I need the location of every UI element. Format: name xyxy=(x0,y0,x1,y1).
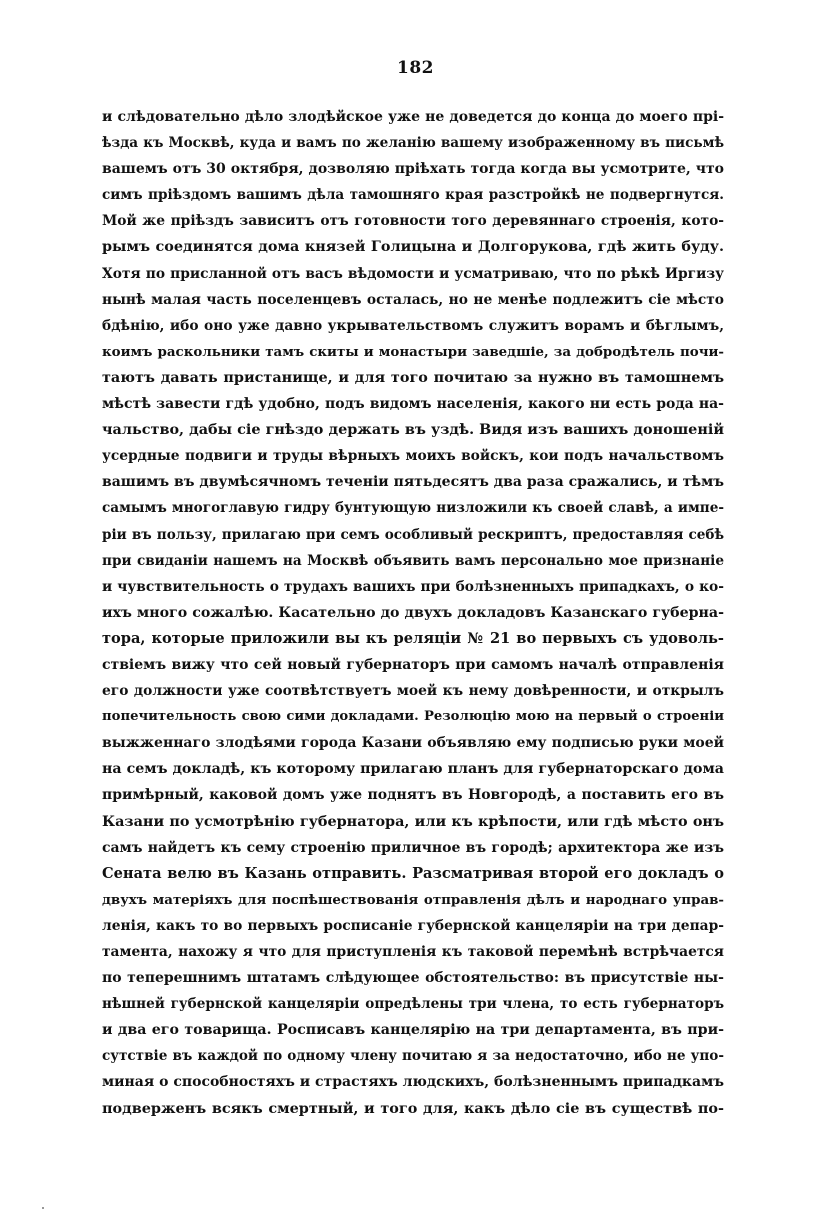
text-line: таютъ давать пристанище, и для того почитаю за нужно въ тамошнемъ xyxy=(102,368,724,386)
text-line: коимъ раскольники тамъ скиты и монастыри заведшіе, за добродѣтель почи- xyxy=(102,343,724,360)
text-line: ѣзда къ Москвѣ, куда и вамъ по желанію вашему изображенному въ письмѣ xyxy=(102,135,724,152)
page-number: 182 xyxy=(397,58,434,78)
text-line: миная о способностяхъ и страстяхъ людскихъ, болѣзненнымъ припадкамъ xyxy=(102,1074,724,1091)
text-line: ленія, какъ то во первыхъ росписаніе губернской канцеляріи на три депар- xyxy=(102,917,724,934)
text-line: ріи въ пользу, прилагаю при семъ особливый рескриптъ, предоставляя себѣ xyxy=(102,526,724,543)
text-line: бдѣнію, ибо оно уже давно укрывательствомъ служитъ ворамъ и бѣглымъ, xyxy=(102,317,724,334)
text-line: нѣшней губернской канцеляріи опредѣлены три члена, то есть губернаторъ xyxy=(102,996,724,1013)
text-line: симъ пріѣздомъ вашимъ дѣла тамошняго края разстройкѣ не подвергнутся. xyxy=(102,187,724,204)
text-line: вашемъ отъ 30 октября, дозволяю пріѣхать тогда когда вы усмотрите, что xyxy=(102,161,724,178)
text-line: ствіемъ вижу что сей новый губернаторъ при самомъ началѣ отправленія xyxy=(102,656,724,673)
text-line: его должности уже соотвѣтствуетъ моей къ нему довѣренности, и открылъ xyxy=(102,683,724,700)
text-line: при свиданіи нашемъ на Москвѣ объявить вамъ персонально мое признаніе xyxy=(102,552,724,569)
text-line: тора, которые приложили вы къ реляціи № 21 во первыхъ съ удоволь- xyxy=(102,629,724,647)
text-line: чальство, дабы сіе гнѣздо держать въ уздѣ. Видя изъ вашихъ доношеній xyxy=(102,421,724,439)
text-line: примѣрный, каковой домъ уже поднятъ въ Новгородѣ, а поставить его въ xyxy=(102,787,724,804)
text-line: выжженнаго злодѣями города Казани объявляю ему подписью руки моей xyxy=(102,735,724,752)
text-line: рымъ соединятся дома князей Голицына и Долгорукова, гдѣ жить буду. xyxy=(102,238,724,256)
text-line: и два его товарища. Росписавъ канцелярію на три департамента, въ при- xyxy=(102,1022,724,1039)
text-line: сутствіе въ каждой по одному члену почитаю я за недостаточно, ибо не упо- xyxy=(102,1048,724,1065)
scan-speck xyxy=(42,1207,44,1209)
text-line: нынѣ малая часть поселенцевъ осталась, но не менѣе подлежитъ сіе мѣсто xyxy=(102,291,724,308)
text-line: на семъ докладѣ, къ которому прилагаю планъ для губернаторскаго дома xyxy=(102,761,724,778)
text-line: ихъ много сожалѣю. Касательно до двухъ докладовъ Казанскаго губерна- xyxy=(102,604,724,621)
text-line: Сената велю въ Казань отправить. Разсматривая второй его докладъ о xyxy=(102,864,724,882)
text-line: самымъ многоглавую гидру бунтующую низложили къ своей славѣ, а импе- xyxy=(102,500,724,517)
text-line: двухъ матеріяхъ для поспѣшествованія отправленія дѣлъ и народнаго управ- xyxy=(102,891,724,908)
text-line: усердные подвиги и труды вѣрныхъ моихъ войскъ, кои подъ начальствомъ xyxy=(102,448,724,465)
text-line: Хотя по присланной отъ васъ вѣдомости и усматриваю, что по рѣкѣ Иргизу xyxy=(102,265,724,282)
text-line: попечительность свою сими докладами. Резолюцію мою на первый о строеніи xyxy=(102,709,724,725)
text-line: и слѣдовательно дѣло злодѣйское уже не доведется до конца до моего прі- xyxy=(102,109,724,125)
body-text xyxy=(102,104,724,1122)
text-line: вашимъ въ двумѣсячномъ теченіи пятьдесятъ два раза сражались, и тѣмъ xyxy=(102,474,724,491)
text-line: подверженъ всякъ смертный, и того для, какъ дѣло сіе въ существѣ по- xyxy=(102,1099,724,1117)
text-line: по теперешнимъ штатамъ слѣдующее обстоятельство: въ присутствіе ны- xyxy=(102,970,724,987)
text-line: и чувствительность о трудахъ вашихъ при болѣзненныхъ припадкахъ, о ко- xyxy=(102,578,724,595)
text-line: мѣстѣ завести гдѣ удобно, подъ видомъ населенія, какого ни есть рода на- xyxy=(102,396,724,413)
text-line: Казани по усмотрѣнію губернатора, или къ крѣпости, или гдѣ мѣсто онъ xyxy=(102,812,724,830)
text-line: Мой же пріѣздъ зависитъ отъ готовности того деревяннаго строенія, кото- xyxy=(102,213,724,230)
text-line: самъ найдетъ къ сему строенію приличное въ городѣ; архитектора же изъ xyxy=(102,839,724,856)
text-line: тамента, нахожу я что для приступленія къ таковой перемѣнѣ встрѣчается xyxy=(102,944,724,960)
